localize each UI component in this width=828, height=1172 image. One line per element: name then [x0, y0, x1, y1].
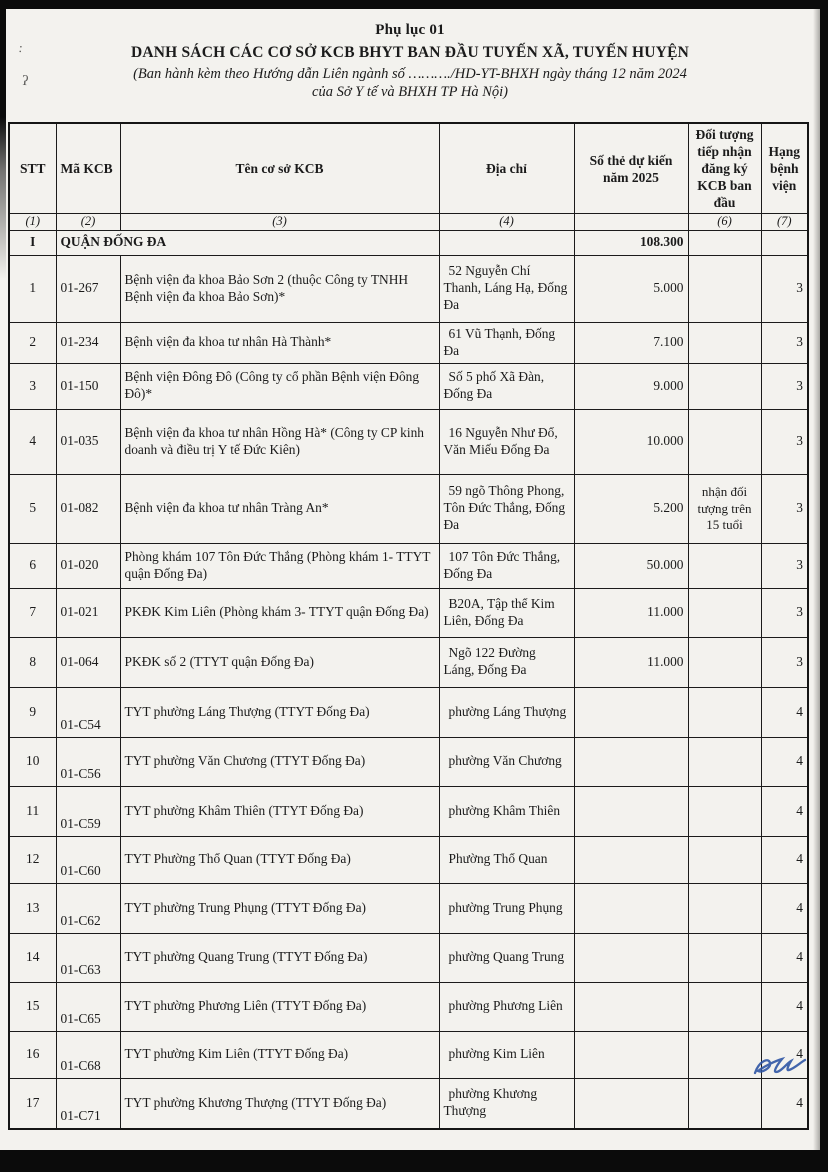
- col-number: (6): [688, 214, 761, 231]
- cell-stt: 2: [9, 322, 56, 363]
- cell-so-the: 7.100: [574, 322, 688, 363]
- cell-ten-co-so: Bệnh viện đa khoa tư nhân Tràng An*: [120, 474, 439, 543]
- col-number: (3): [120, 214, 439, 231]
- cell-hang: 3: [761, 474, 808, 543]
- table-row: [9, 982, 808, 1031]
- cell-ten-co-so: TYT phường Láng Thượng (TTYT Đống Đa): [120, 687, 439, 737]
- cell-hang: 4: [761, 737, 808, 786]
- cell-doi-tuong: [688, 322, 761, 363]
- cell-stt: 11: [9, 786, 56, 836]
- cell-dia-chi: phường Trung Phụng: [439, 883, 574, 933]
- cell-stt: 12: [9, 836, 56, 883]
- cell-so-the: [574, 1078, 688, 1129]
- table-row: [9, 737, 808, 786]
- table-row: [9, 1031, 808, 1078]
- cell-hang: 4: [761, 883, 808, 933]
- cell-dia-chi: B20A, Tập thể Kim Liên, Đống Đa: [439, 588, 574, 637]
- cell-ten-co-so: Bệnh viện đa khoa tư nhân Hồng Hà* (Công ty CP kinh doanh và điều trị Y tế Đức Kiên): [120, 409, 439, 474]
- cell-dia-chi: 59 ngõ Thông Phong, Tôn Đức Thắng, Đống Đa: [439, 474, 574, 543]
- table-row: [9, 474, 808, 543]
- col-header-hang: Hạng bệnh viện: [761, 123, 808, 214]
- cell-ma-kcb: 01-C60: [56, 836, 120, 883]
- table-row: [9, 588, 808, 637]
- cell-so-the: [574, 737, 688, 786]
- cell-stt: 8: [9, 637, 56, 687]
- cell-ma-kcb: 01-020: [56, 543, 120, 588]
- document-header: [0, 22, 820, 101]
- cell-ten-co-so: Bệnh viện Đông Đô (Công ty cổ phần Bệnh viện Đông Đô)*: [120, 363, 439, 409]
- section-note-empty: [688, 230, 761, 255]
- cell-ten-co-so: TYT phường Phương Liên (TTYT Đống Đa): [120, 982, 439, 1031]
- scan-edge-shadow-right: [813, 9, 820, 1150]
- cell-stt: 14: [9, 933, 56, 982]
- cell-dia-chi: phường Văn Chương: [439, 737, 574, 786]
- cell-ma-kcb: 01-035: [56, 409, 120, 474]
- cell-so-the: [574, 687, 688, 737]
- cell-so-the: [574, 933, 688, 982]
- cell-ma-kcb: 01-C68: [56, 1031, 120, 1078]
- col-number: (4): [439, 214, 574, 231]
- cell-hang: 3: [761, 255, 808, 322]
- cell-ten-co-so: TYT phường Trung Phụng (TTYT Đống Đa): [120, 883, 439, 933]
- col-header-so-the: Số thẻ dự kiến năm 2025: [574, 123, 688, 214]
- cell-so-the: 5.000: [574, 255, 688, 322]
- cell-stt: 17: [9, 1078, 56, 1129]
- cell-ten-co-so: Phòng khám 107 Tôn Đức Thắng (Phòng khám 1- TTYT quận Đống Đa): [120, 543, 439, 588]
- cell-so-the: 10.000: [574, 409, 688, 474]
- col-header-stt: STT: [9, 123, 56, 214]
- cell-hang: 4: [761, 687, 808, 737]
- cell-dia-chi: Ngõ 122 Đường Láng, Đống Đa: [439, 637, 574, 687]
- document-subtitle-line1: (Ban hành kèm theo Hướng dẫn Liên ngành số ………./HD-YT-BHXH ngày tháng 12 năm 2024: [133, 66, 687, 82]
- cell-so-the: [574, 836, 688, 883]
- cell-doi-tuong: [688, 687, 761, 737]
- cell-stt: 3: [9, 363, 56, 409]
- cell-stt: 5: [9, 474, 56, 543]
- cell-ten-co-so: TYT phường Khâm Thiên (TTYT Đống Đa): [120, 786, 439, 836]
- cell-hang: 3: [761, 322, 808, 363]
- cell-dia-chi: 107 Tôn Đức Thắng, Đống Đa: [439, 543, 574, 588]
- cell-dia-chi: phường Quang Trung: [439, 933, 574, 982]
- cell-dia-chi: 16 Nguyễn Như Đổ, Văn Miếu Đống Đa: [439, 409, 574, 474]
- cell-dia-chi: Số 5 phố Xã Đàn, Đống Đa: [439, 363, 574, 409]
- table-row: [9, 255, 808, 322]
- table-row: [9, 409, 808, 474]
- cell-hang: 3: [761, 363, 808, 409]
- cell-ten-co-so: TYT phường Kim Liên (TTYT Đống Đa): [120, 1031, 439, 1078]
- table-row: [9, 363, 808, 409]
- cell-ten-co-so: TYT Phường Thổ Quan (TTYT Đống Đa): [120, 836, 439, 883]
- scan-artifact: :: [17, 39, 24, 56]
- cell-hang: 4: [761, 933, 808, 982]
- cell-so-the: [574, 982, 688, 1031]
- facility-table: [8, 122, 809, 1130]
- table-row: [9, 836, 808, 883]
- cell-ma-kcb: 01-C56: [56, 737, 120, 786]
- cell-doi-tuong: [688, 883, 761, 933]
- cell-dia-chi: Phường Thổ Quan: [439, 836, 574, 883]
- section-address-empty: [439, 230, 574, 255]
- cell-doi-tuong: [688, 255, 761, 322]
- cell-hang: 3: [761, 588, 808, 637]
- cell-ma-kcb: 01-C71: [56, 1078, 120, 1129]
- cell-stt: 6: [9, 543, 56, 588]
- cell-ma-kcb: 01-082: [56, 474, 120, 543]
- cell-ma-kcb: 01-C59: [56, 786, 120, 836]
- cell-ma-kcb: 01-C62: [56, 883, 120, 933]
- cell-stt: 10: [9, 737, 56, 786]
- cell-ma-kcb: 01-C63: [56, 933, 120, 982]
- cell-dia-chi: 61 Vũ Thạnh, Đống Đa: [439, 322, 574, 363]
- table-body: [9, 230, 808, 1129]
- appendix-label: Phụ lục 01: [375, 22, 445, 38]
- cell-ma-kcb: 01-150: [56, 363, 120, 409]
- col-header-doi-tuong: Đối tượng tiếp nhận đăng ký KCB ban đầu: [688, 123, 761, 214]
- cell-dia-chi: phường Phương Liên: [439, 982, 574, 1031]
- table-row: [9, 543, 808, 588]
- cell-doi-tuong: [688, 543, 761, 588]
- table-row: [9, 687, 808, 737]
- col-number: (7): [761, 214, 808, 231]
- document-page: [0, 9, 820, 1150]
- cell-ma-kcb: 01-021: [56, 588, 120, 637]
- column-number-row: [9, 214, 808, 231]
- cell-stt: 9: [9, 687, 56, 737]
- handwritten-signature-mark: [745, 1049, 811, 1093]
- cell-so-the: 11.000: [574, 637, 688, 687]
- cell-ten-co-so: TYT phường Quang Trung (TTYT Đống Đa): [120, 933, 439, 982]
- cell-doi-tuong: [688, 363, 761, 409]
- cell-hang: 3: [761, 409, 808, 474]
- cell-dia-chi: 52 Nguyễn Chí Thanh, Láng Hạ, Đống Đa: [439, 255, 574, 322]
- col-header-ma-kcb: Mã KCB: [56, 123, 120, 214]
- table-row: [9, 637, 808, 687]
- cell-dia-chi: phường Kim Liên: [439, 1031, 574, 1078]
- col-header-ten-co-so: Tên cơ sở KCB: [120, 123, 439, 214]
- cell-ma-kcb: 01-C65: [56, 982, 120, 1031]
- cell-hang: 3: [761, 543, 808, 588]
- cell-stt: 7: [9, 588, 56, 637]
- col-number: (1): [9, 214, 56, 231]
- table-row: [9, 322, 808, 363]
- cell-ma-kcb: 01-234: [56, 322, 120, 363]
- cell-dia-chi: phường Khâm Thiên: [439, 786, 574, 836]
- cell-ma-kcb: 01-267: [56, 255, 120, 322]
- table-header-row: [9, 123, 808, 214]
- cell-doi-tuong: [688, 836, 761, 883]
- section-name: QUẬN ĐỐNG ĐA: [56, 230, 439, 255]
- cell-hang: 4: [761, 1078, 808, 1129]
- table-row: [9, 1078, 808, 1129]
- cell-so-the: 50.000: [574, 543, 688, 588]
- section-rank-empty: [761, 230, 808, 255]
- cell-ten-co-so: PKĐK số 2 (TTYT quận Đống Đa): [120, 637, 439, 687]
- cell-doi-tuong: [688, 409, 761, 474]
- section-stt: I: [9, 230, 56, 255]
- cell-doi-tuong: [688, 933, 761, 982]
- document-title: DANH SÁCH CÁC CƠ SỞ KCB BHYT BAN ĐẦU TUYẾN XÃ, TUYẾN HUYỆN: [130, 44, 690, 61]
- cell-hang: 4: [761, 836, 808, 883]
- cell-ma-kcb: 01-064: [56, 637, 120, 687]
- cell-dia-chi: phường Khương Thượng: [439, 1078, 574, 1129]
- cell-so-the: 9.000: [574, 363, 688, 409]
- cell-stt: 1: [9, 255, 56, 322]
- cell-doi-tuong: [688, 637, 761, 687]
- cell-doi-tuong: [688, 588, 761, 637]
- cell-so-the: [574, 1031, 688, 1078]
- cell-ten-co-so: TYT phường Khương Thượng (TTYT Đống Đa): [120, 1078, 439, 1129]
- cell-stt: 15: [9, 982, 56, 1031]
- cell-doi-tuong: nhận đối tượng trên 15 tuổi: [688, 474, 761, 543]
- col-number: (2): [56, 214, 120, 231]
- cell-stt: 16: [9, 1031, 56, 1078]
- section-row-quan-dong-da: [9, 230, 808, 255]
- scan-artifact: ʔ: [21, 73, 29, 90]
- cell-ten-co-so: Bệnh viện đa khoa tư nhân Hà Thành*: [120, 322, 439, 363]
- cell-stt: 4: [9, 409, 56, 474]
- cell-so-the: 5.200: [574, 474, 688, 543]
- cell-hang: 3: [761, 637, 808, 687]
- cell-doi-tuong: [688, 737, 761, 786]
- document-subtitle-line2: của Sở Y tế và BHXH TP Hà Nội): [312, 84, 508, 100]
- cell-ma-kcb: 01-C54: [56, 687, 120, 737]
- cell-hang: 4: [761, 786, 808, 836]
- cell-so-the: [574, 883, 688, 933]
- cell-hang: 4: [761, 1031, 808, 1078]
- col-header-dia-chi: Địa chỉ: [439, 123, 574, 214]
- cell-ten-co-so: TYT phường Văn Chương (TTYT Đống Đa): [120, 737, 439, 786]
- col-number: [574, 214, 688, 231]
- table-row: [9, 786, 808, 836]
- cell-ten-co-so: Bệnh viện đa khoa Bảo Sơn 2 (thuộc Công ty TNHH Bệnh viện đa khoa Bảo Sơn)*: [120, 255, 439, 322]
- cell-so-the: 11.000: [574, 588, 688, 637]
- cell-doi-tuong: [688, 786, 761, 836]
- cell-so-the: [574, 786, 688, 836]
- cell-doi-tuong: [688, 982, 761, 1031]
- section-cards-total: 108.300: [574, 230, 688, 255]
- cell-hang: 4: [761, 982, 808, 1031]
- cell-ten-co-so: PKĐK Kim Liên (Phòng khám 3- TTYT quận Đống Đa): [120, 588, 439, 637]
- table-row: [9, 883, 808, 933]
- table-row: [9, 933, 808, 982]
- cell-dia-chi: phường Láng Thượng: [439, 687, 574, 737]
- cell-stt: 13: [9, 883, 56, 933]
